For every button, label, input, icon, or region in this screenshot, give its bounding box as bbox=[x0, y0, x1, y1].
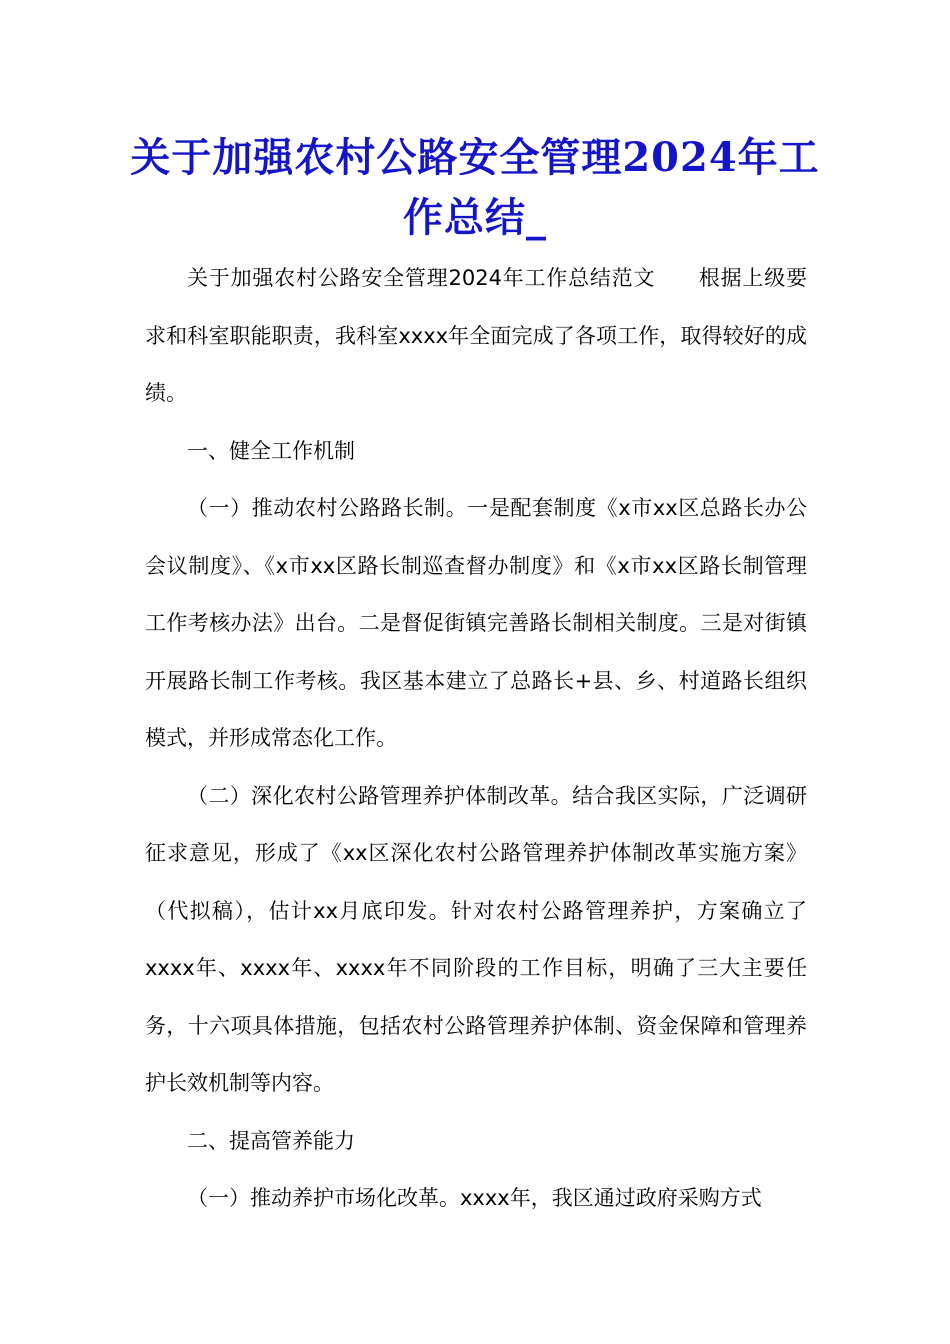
paragraph-market-reform: （一）推动养护市场化改革。xxxx年，我区通过政府采购方式 bbox=[187, 1186, 762, 1210]
section-heading-1: 一、健全工作机制 bbox=[187, 438, 355, 463]
document-body bbox=[145, 250, 807, 1228]
section-heading-2: 二、提高管养能力 bbox=[187, 1128, 355, 1153]
paragraph-road-chief-system: （一）推动农村公路路长制。一是配套制度《x市xx区总路长办公会议制度》、《x市xx区路长制巡查督办制度》和《x市xx区路长制管理工作考核办法》出台。二是督促街镇完善路长制相关制度。三是对街镇开展路长制工作考核。我区基本建立了总路长+县、乡、村道路长组织模式，并形成常态化工作。 bbox=[145, 496, 807, 750]
paragraph-intro: 关于加强农村公路安全管理2024年工作总结范文 根据上级要求和科室职能职责，我科室xxxx年全面完成了各项工作，取得较好的成绩。 bbox=[145, 266, 807, 405]
document-title: 关于加强农村公路安全管理2024年工作总结_ bbox=[130, 134, 820, 241]
paragraph-maintenance-reform: （二）深化农村公路管理养护体制改革。结合我区实际，广泛调研征求意见，形成了《xx区深化农村公路管理养护体制改革实施方案》（代拟稿），估计xx月底印发。针对农村公路管理养护，方案确立了xxxx年、xxxx年、xxxx年不同阶段的工作目标，明确了三大主要任务，十六项具体措施，包括农村公路管理养护体制、资金保障和管理养护长效机制等内容。 bbox=[145, 783, 807, 1095]
